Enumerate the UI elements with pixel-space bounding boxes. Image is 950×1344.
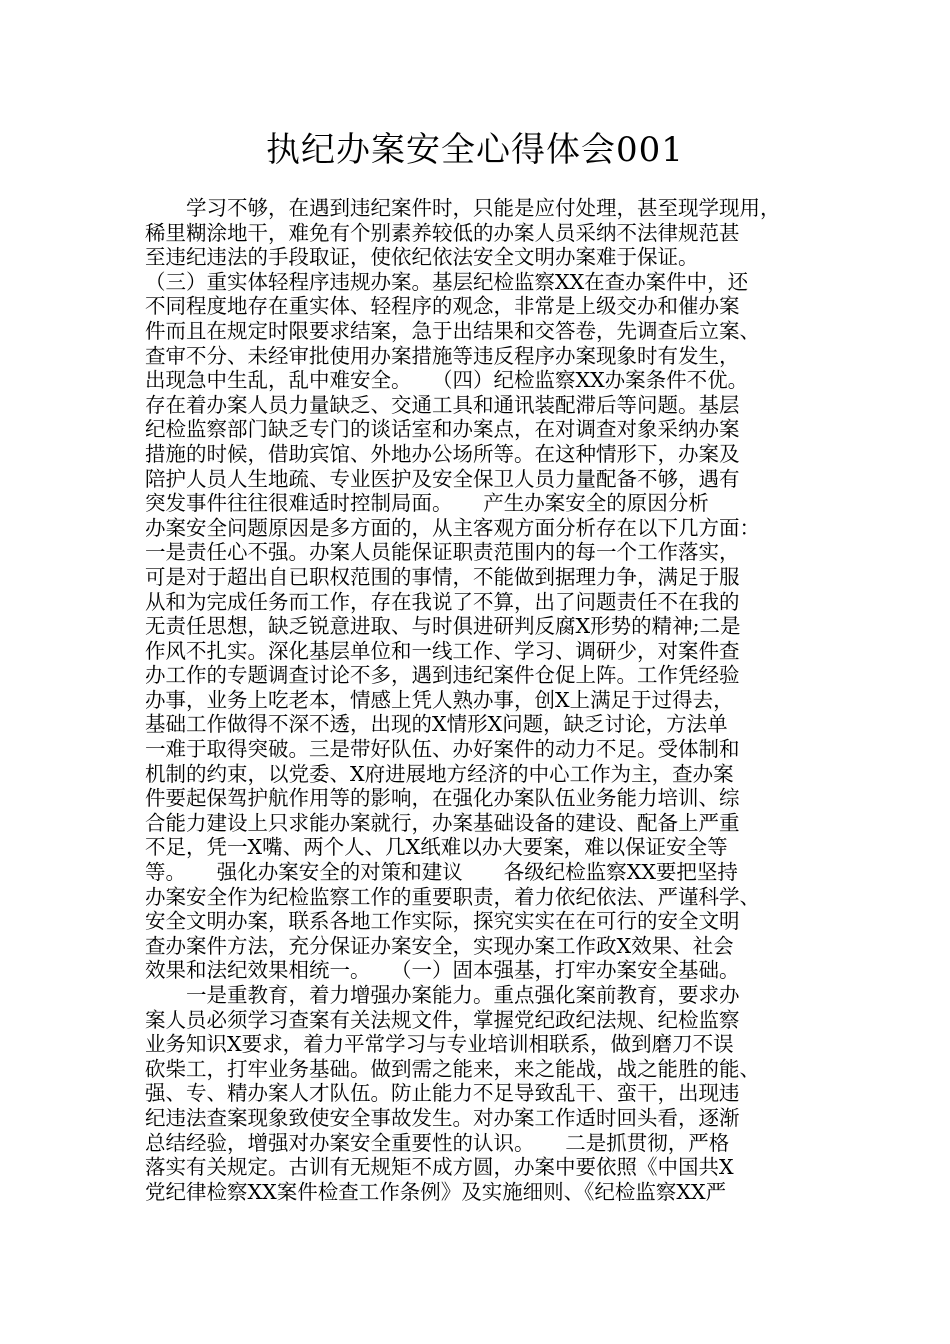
text-line: 突发事件往往很难适时控制局面。 产生办案安全的原因分析 — [145, 491, 709, 516]
text-line: 纪检监察部门缺乏专门的谈话室和办案点，在对调查对象采纳办案 — [145, 417, 740, 442]
text-line: 作风不扎实。深化基层单位和一线工作、学习、调研少，对案件查 — [145, 638, 740, 663]
text-line: 等。 强化办案安全的对策和建议 各级纪检监察XX要把坚持 — [145, 860, 738, 885]
text-line: （三）重实体轻程序违规办案。基层纪检监察XX在查办案件中，还 — [145, 269, 749, 294]
text-line: 学习不够，在遇到违纪案件时，只能是应付处理，甚至现学现用， — [145, 196, 781, 220]
text-line: 查办案件方法，充分保证办案安全，实现办案工作政X效果、社会 — [145, 933, 734, 958]
text-line: 砍柴工，打牢业务基础。做到需之能来，来之能战，战之能胜的能、 — [145, 1056, 760, 1081]
text-line: 办案安全问题原因是多方面的，从主客观方面分析存在以下几方面： — [145, 515, 760, 540]
text-line: 总结经验，增强对办案安全重要性的认识。 二是抓贯彻，严格 — [145, 1130, 730, 1155]
text-line: 一是重教育，着力增强办案能力。重点强化案前教育，要求办 — [145, 983, 740, 1007]
text-line: 党纪律检察XX案件检查工作条例》及实施细则、《纪检监察XX严 — [145, 1179, 727, 1204]
text-line: 件而且在规定时限要求结案，急于出结果和交答卷，先调查后立案、 — [145, 318, 760, 343]
document-title: 执纪办案安全心得体会001 — [266, 130, 684, 170]
text-line: 落实有关规定。古训有无规矩不成方圆，办案中要依照《中国共X — [145, 1155, 734, 1180]
text-line: 无责任思想，缺乏锐意进取、与时俱进研判反腐X形势的精神;二是 — [145, 614, 741, 639]
text-line: 安全文明办案，联系各地工作实际，探究实实在在可行的安全文明 — [145, 909, 740, 934]
text-line: 一是责任心不强。办案人员能保证职责范围内的每一个工作落实， — [145, 540, 740, 565]
text-line: 不足，凭一X嘴、两个人、几X纸难以办大要案，难以保证安全等 — [145, 835, 728, 860]
text-line: 机制的约束，以党委、X府进展地方经济的中心工作为主，查办案 — [145, 761, 734, 786]
text-line: 稀里糊涂地干，难免有个别素养较低的办案人员采纳不法律规范甚 — [145, 220, 740, 245]
text-line: 至违纪违法的手段取证，使依纪依法安全文明办案难于保证。 — [145, 245, 699, 270]
text-line: 纪违法查案现象致使安全事故发生。对办案工作适时回头看，逐渐 — [145, 1105, 740, 1130]
text-line: 一难于取得突破。三是带好队伍、办好案件的动力不足。受体制和 — [145, 737, 740, 762]
text-line: 办事，业务上吃老本，情感上凭人熟办事，创X上满足于过得去， — [145, 687, 734, 712]
text-line: 从和为完成任务而工作，存在我说了不算，出了问题责任不在我的 — [145, 589, 740, 614]
text-line: 措施的时候，借助宾馆、外地办公场所等。在这种情形下，办案及 — [145, 441, 740, 466]
text-line: 效果和法纪效果相统一。 （一）固本强基，打牢办案安全基础。 — [145, 958, 740, 983]
text-line: 件要起保驾护航作用等的影响，在强化办案队伍业务能力培训、综 — [145, 786, 740, 811]
text-line: 查审不分、未经审批使用办案措施等违反程序办案现象时有发生， — [145, 343, 740, 368]
text-line: 不同程度地存在重实体、轻程序的观念，非常是上级交办和催办案 — [145, 294, 740, 319]
document-body — [145, 196, 825, 1204]
text-line: 办工作的专题调查讨论不多，遇到违纪案件仓促上阵。工作凭经验 — [145, 663, 740, 688]
text-line: 陪护人员人生地疏、专业医护及安全保卫人员力量配备不够，遇有 — [145, 466, 740, 491]
text-line: 出现急中生乱，乱中难安全。 （四）纪检监察XX办案条件不优。 — [145, 368, 749, 393]
text-line: 存在着办案人员力量缺乏、交通工具和通讯装配滞后等问题。基层 — [145, 392, 740, 417]
text-line: 基础工作做得不深不透，出现的X情形X问题，缺乏讨论，方法单 — [145, 712, 728, 737]
text-line: 办案安全作为纪检监察工作的重要职责，着力依纪依法、严谨科学、 — [145, 884, 760, 909]
text-line: 业务知识X要求，着力平常学习与专业培训相联系，做到磨刀不误 — [145, 1032, 734, 1057]
text-line: 可是对于超出自已职权范围的事情，不能做到据理力争，满足于服 — [145, 564, 740, 589]
text-line: 案人员必须学习查案有关法规文件，掌握党纪政纪法规、纪检监察 — [145, 1007, 740, 1032]
text-line: 强、专、精办案人才队伍。防止能力不足导致乱干、蛮干，出现违 — [145, 1081, 740, 1106]
text-line: 合能力建设上只求能办案就行，办案基础设备的建设、配备上严重 — [145, 810, 740, 835]
